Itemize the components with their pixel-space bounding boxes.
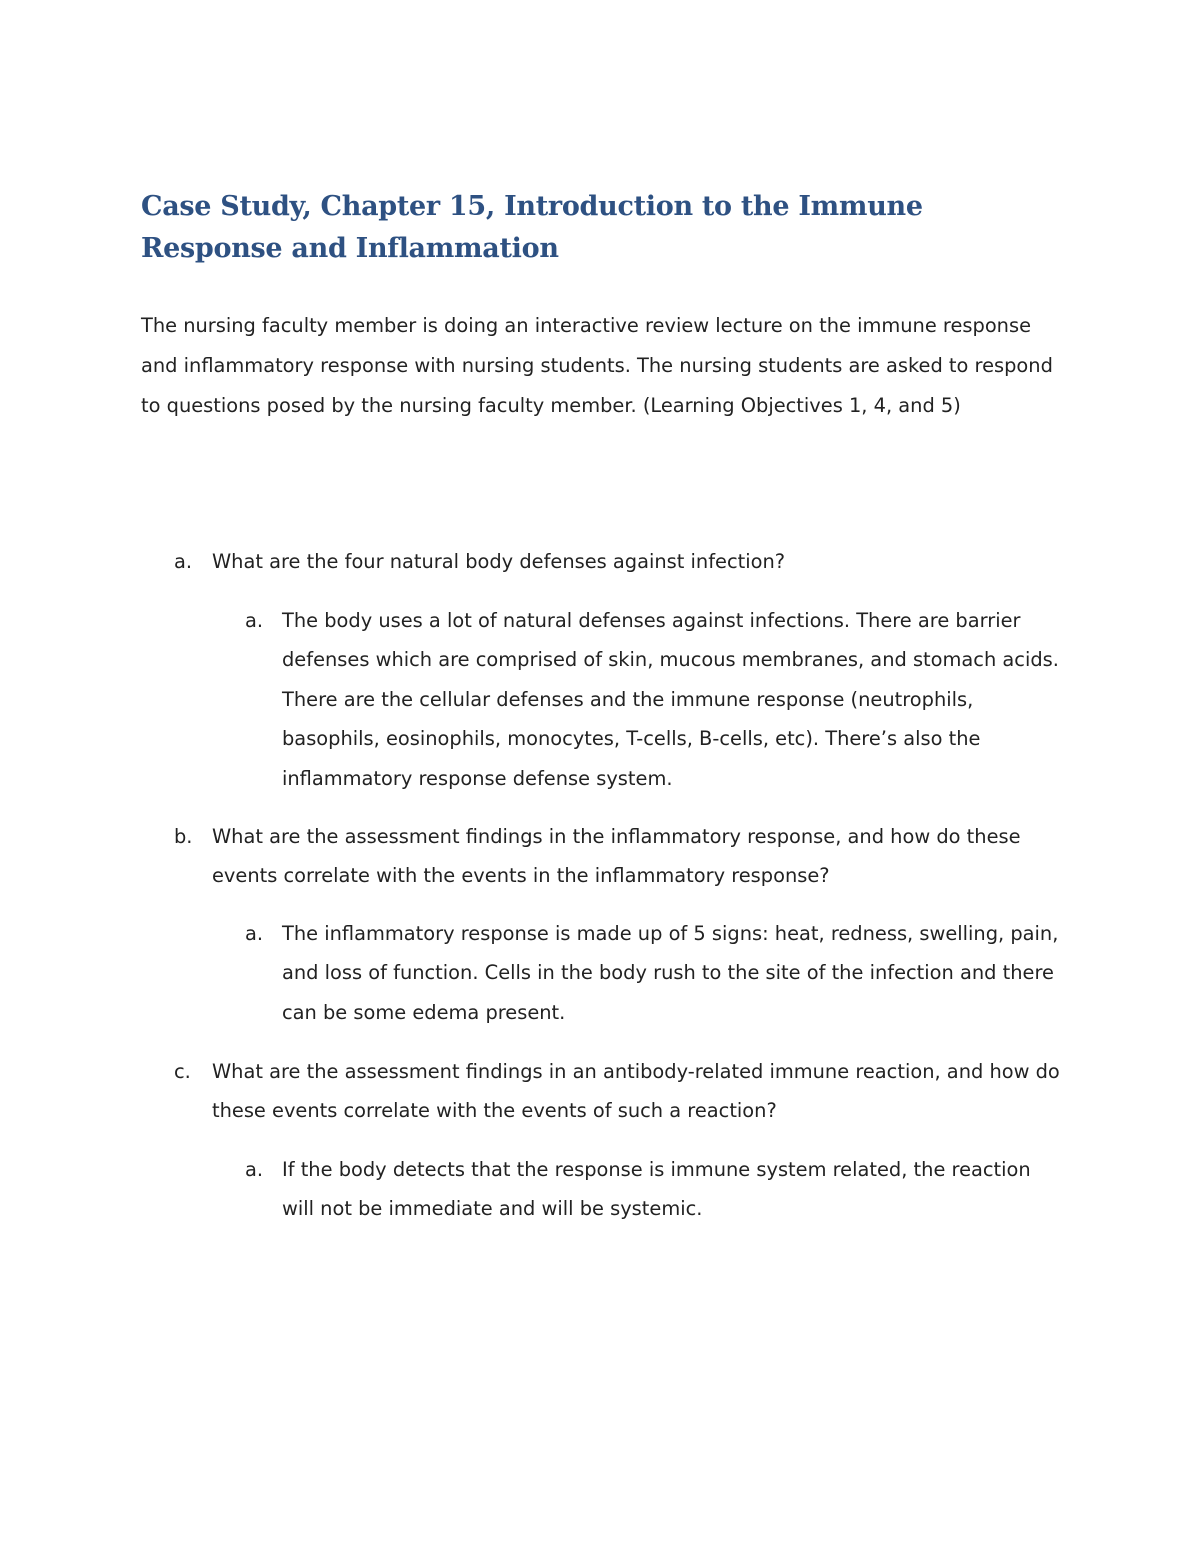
answer-marker: a. <box>245 1158 264 1181</box>
question-item <box>174 542 1064 581</box>
answer-text: The body uses a lot of natural defenses against infections. There are barrier defenses which are comprised of skin, mucous membranes, and stomach acids. There are the cellular defenses and the immune response (neutrophils, basophils, eosinophils, monocytes, T-cells, B-cells, etc). There’s also the inflammatory response defense system. <box>282 609 1059 790</box>
question-text: What are the assessment findings in an antibody-related immune reaction, and how do these events correlate with the events of such a reaction? <box>212 1060 1060 1123</box>
answer-item <box>245 914 1064 1032</box>
answer-marker: a. <box>245 609 264 632</box>
question-item <box>174 1052 1064 1131</box>
answer-marker: a. <box>245 922 264 945</box>
question-text: What are the four natural body defenses against infection? <box>212 550 786 573</box>
question-item <box>174 817 1064 896</box>
question-text: What are the assessment findings in the inflammatory response, and how do these events correlate with the events in the inflammatory response? <box>212 825 1021 888</box>
document-title: Case Study, Chapter 15, Introduction to the Immune Response and Inflammation <box>141 191 923 264</box>
answer-item <box>245 601 1064 798</box>
answer-text: If the body detects that the response is immune system related, the reaction will not be immediate and will be systemic. <box>282 1158 1031 1221</box>
answer-item <box>245 1150 1064 1229</box>
question-marker: c. <box>174 1060 191 1083</box>
question-marker: b. <box>174 825 193 848</box>
question-marker: a. <box>174 550 193 573</box>
answer-text: The inflammatory response is made up of 5 signs: heat, redness, swelling, pain, and loss of function. Cells in the body rush to the site of the infection and there can be some edema present. <box>282 922 1059 1024</box>
intro-paragraph: The nursing faculty member is doing an interactive review lecture on the immune response and inflammatory response with nursing students. The nursing students are asked to respond to questions posed by the nursing faculty member. (Learning Objectives 1, 4, and 5) <box>141 314 1053 417</box>
